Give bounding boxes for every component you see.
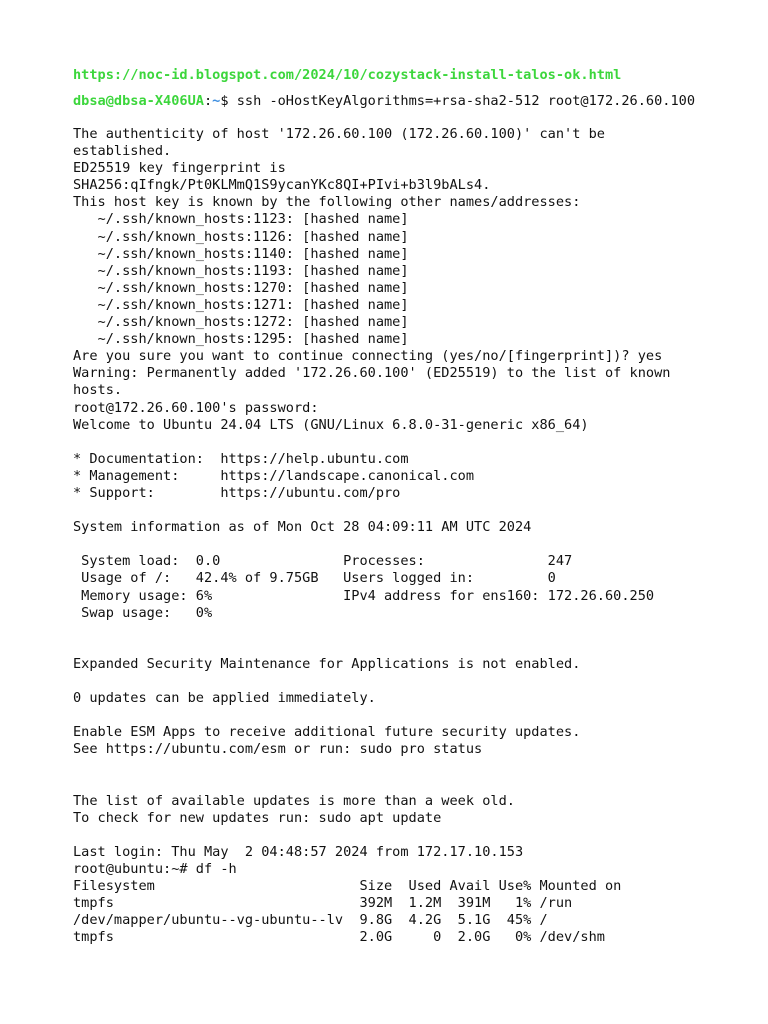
terminal-line: /dev/mapper/ubuntu--vg-ubuntu--lv 9.8G 4.2G 5.1G 45% / — [73, 912, 548, 929]
terminal-line — [73, 622, 748, 639]
terminal-line: * Documentation: https://help.ubuntu.com — [73, 450, 409, 467]
terminal-line: Last login: Thu May 2 04:48:57 2024 from 172.17.10.153 — [73, 843, 524, 860]
terminal-line — [73, 673, 748, 690]
prompt-command[interactable]: ssh -oHostKeyAlgorithms=+rsa-sha2-512 root@172.26.60.100 — [236, 93, 696, 109]
terminal-line: ~/.ssh/known_hosts:1271: [hashed name] — [73, 296, 409, 313]
terminal-line: * Management: https://landscape.canonical.com — [73, 467, 475, 484]
terminal-line: ~/.ssh/known_hosts:1123: [hashed name] — [73, 211, 409, 228]
terminal-line: Swap usage: 0% — [73, 604, 213, 621]
terminal-line: The authenticity of host '172.26.60.100 (172.26.60.100)' can't be — [73, 126, 605, 142]
prompt-path: ~ — [212, 93, 221, 109]
terminal-line: tmpfs 2.0G 0 2.0G 0% /dev/shm — [73, 929, 605, 946]
terminal-line — [73, 707, 748, 724]
terminal-line: 0 updates can be applied immediately. — [73, 690, 376, 707]
terminal-line: To check for new updates run: sudo apt update — [73, 809, 442, 826]
terminal-line: System information as of Mon Oct 28 04:09:11 AM UTC 2024 — [73, 519, 532, 536]
terminal-output — [73, 126, 748, 947]
terminal-line: Welcome to Ubuntu 24.04 LTS (GNU/Linux 6.8.0-31-generic x86_64) — [73, 416, 589, 433]
terminal-line — [73, 639, 748, 656]
terminal-line — [73, 536, 748, 553]
terminal-line: * Support: https://ubuntu.com/pro — [73, 484, 401, 501]
terminal-line: tmpfs 392M 1.2M 391M 1% /run — [73, 895, 573, 912]
terminal-line — [73, 776, 748, 793]
terminal-line — [73, 502, 748, 519]
prompt-user-host: dbsa@dbsa-X406UA — [73, 93, 204, 109]
terminal-line: ED25519 key fingerprint is — [73, 160, 286, 177]
terminal-line: ~/.ssh/known_hosts:1126: [hashed name] — [73, 228, 409, 245]
shell-prompt-line — [73, 92, 748, 110]
prompt-symbol: $ — [220, 93, 237, 109]
source-url[interactable]: https://noc-id.blogspot.com/2024/10/cozystack-install-talos-ok.html — [73, 67, 622, 83]
terminal-line: This host key is known by the following other names/addresses: — [73, 194, 581, 211]
terminal-line: ~/.ssh/known_hosts:1193: [hashed name] — [73, 262, 409, 279]
terminal-line: established. — [73, 143, 172, 160]
terminal-line: root@172.26.60.100's password: — [73, 399, 319, 416]
terminal-line: Memory usage: 6% IPv4 address for ens160: 172.26.60.250 — [73, 587, 655, 604]
terminal-line: System load: 0.0 Processes: 247 — [73, 553, 573, 570]
terminal-line: ~/.ssh/known_hosts:1295: [hashed name] — [73, 331, 409, 348]
prompt-separator: : — [203, 93, 213, 109]
terminal-line — [73, 827, 748, 844]
terminal-line: Enable ESM Apps to receive additional future security updates. — [73, 724, 581, 741]
terminal-line: ~/.ssh/known_hosts:1270: [hashed name] — [73, 279, 409, 296]
terminal-line: Filesystem Size Used Avail Use% Mounted on — [73, 878, 622, 895]
terminal-line: ~/.ssh/known_hosts:1272: [hashed name] — [73, 314, 409, 331]
terminal-line: SHA256:qIfngk/Pt0KLMmQ1S9ycanYKc8QI+PIvi+b3l9bALs4. — [73, 177, 491, 194]
terminal-line: Usage of /: 42.4% of 9.75GB Users logged in: 0 — [73, 570, 556, 587]
terminal-line: The list of available updates is more than a week old. — [73, 792, 515, 809]
terminal-page — [73, 66, 748, 947]
terminal-line — [73, 758, 748, 775]
terminal-line: ~/.ssh/known_hosts:1140: [hashed name] — [73, 245, 409, 262]
terminal-line: root@ubuntu:~# df -h — [73, 861, 237, 878]
terminal-line: Are you sure you want to continue connecting (yes/no/[fingerprint])? yes — [73, 348, 663, 365]
terminal-line: hosts. — [73, 382, 123, 399]
terminal-line: See https://ubuntu.com/esm or run: sudo pro status — [73, 741, 483, 758]
terminal-line: Warning: Permanently added '172.26.60.100' (ED25519) to the list of known — [73, 365, 671, 382]
terminal-line — [73, 434, 748, 451]
terminal-line: Expanded Security Maintenance for Applications is not enabled. — [73, 655, 581, 672]
